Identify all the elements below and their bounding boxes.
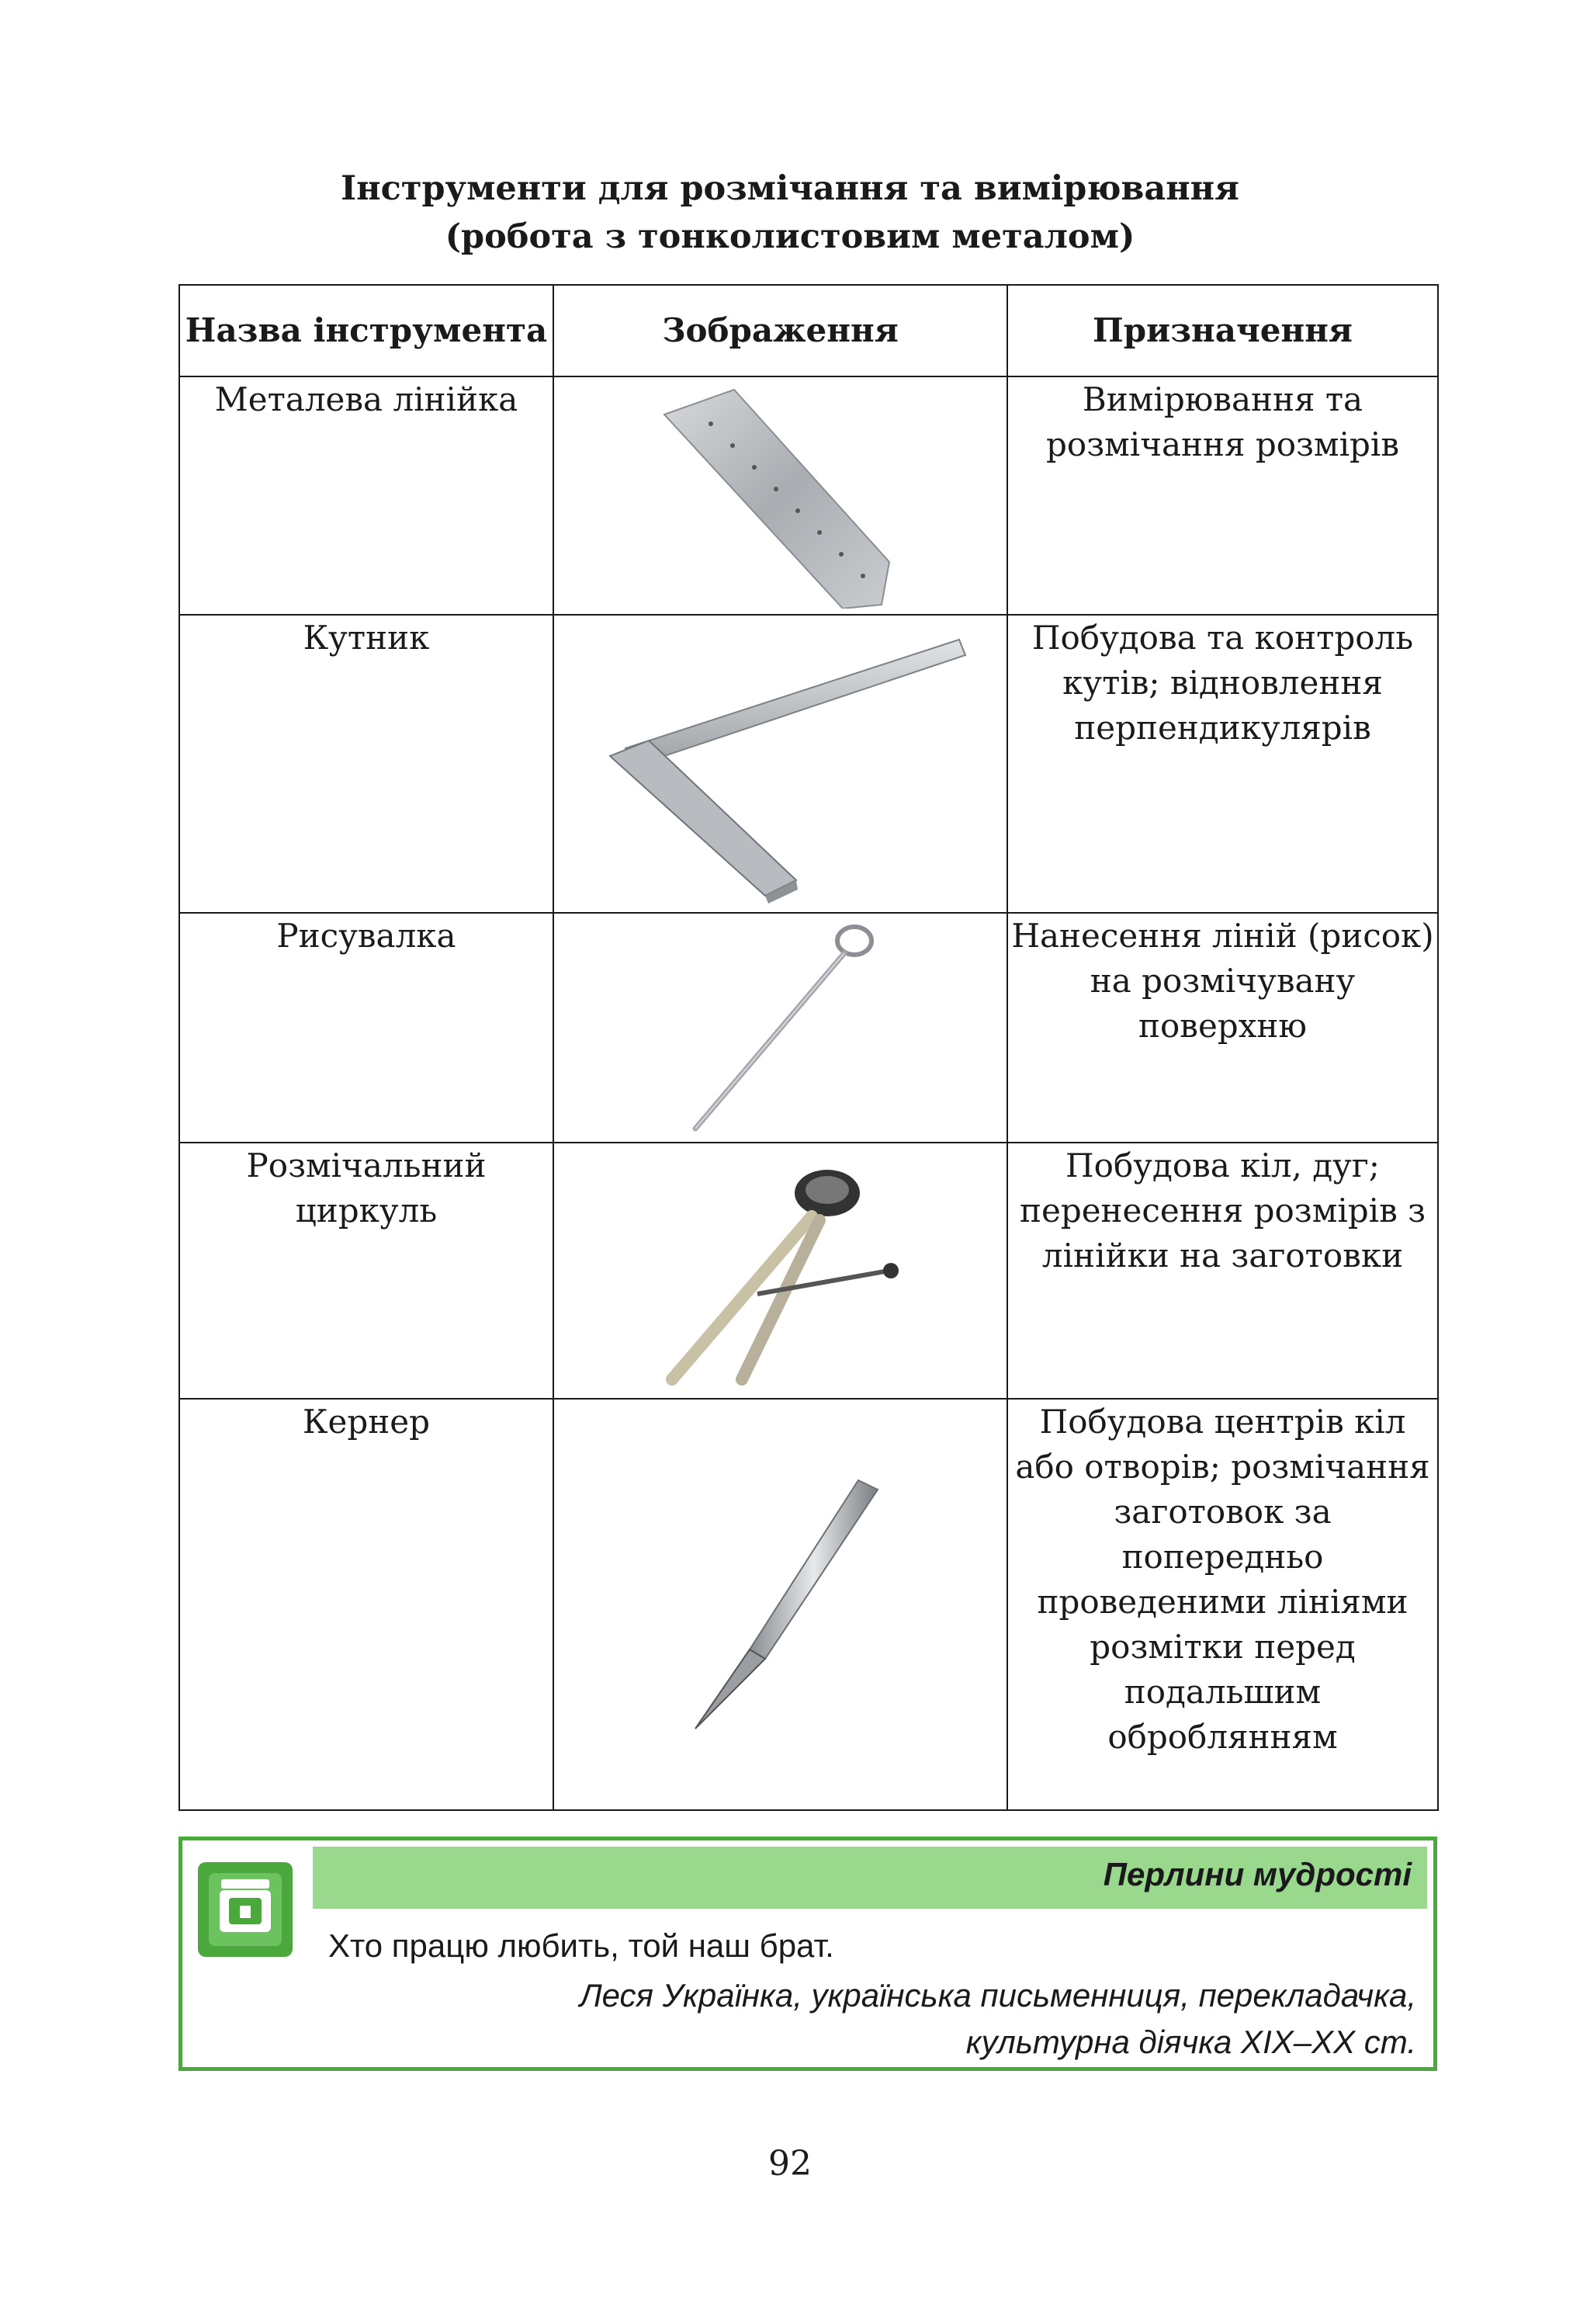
tool-name: Розмічальний циркуль <box>179 1143 553 1399</box>
tool-purpose: Побудова та контроль кутів; відновлення перпендикулярів <box>1007 615 1438 913</box>
wisdom-author: Леся Українка, українська письменниця, перекладачка, культурна діячка XIX–XX ст. <box>579 1977 1416 2060</box>
title-line-2: (робота з тонколистовим металом) <box>445 217 1135 256</box>
marking-compass-image <box>649 1154 913 1387</box>
tools-table <box>178 284 1439 1811</box>
tool-name: Кернер <box>179 1399 553 1810</box>
tool-name: Кутник <box>179 615 553 913</box>
wisdom-heading-bar <box>313 1847 1427 1909</box>
header-name: Назва інструмента <box>179 285 553 376</box>
tool-name: Рисувалка <box>179 913 553 1143</box>
table-header-row <box>179 285 1438 376</box>
try-square-image <box>594 624 967 904</box>
metal-ruler-image <box>649 383 913 609</box>
tool-image-cell <box>553 1399 1007 1810</box>
table-row <box>179 913 1438 1143</box>
header-purpose: Призначення <box>1007 285 1438 376</box>
table-row <box>179 1399 1438 1810</box>
tool-image-cell <box>553 615 1007 913</box>
wisdom-heading: Перлини мудрості <box>1103 1856 1412 1892</box>
tool-image-cell <box>553 913 1007 1143</box>
tool-image-cell <box>553 1143 1007 1399</box>
tool-image-cell <box>553 376 1007 615</box>
table-row <box>179 1143 1438 1399</box>
tool-name: Металева лінійка <box>179 376 553 615</box>
tool-purpose: Побудова центрів кіл або отворів; розмічання заготовок за попередньо проведеними лініями розмітки перед подальшим оброблянням <box>1007 1399 1438 1810</box>
page-title <box>0 165 1580 261</box>
title-line-1: Інструменти для розмічання та вимірювання <box>341 169 1239 208</box>
table-row <box>179 376 1438 615</box>
center-punch-image <box>664 1472 897 1736</box>
wisdom-quote: Хто працю любить, той наш брат. <box>328 1927 834 1964</box>
tool-purpose: Побудова кіл, дуг; перенесення розмірів з лінійки на заготовки <box>1007 1143 1438 1399</box>
page-number: 92 <box>768 2144 812 2184</box>
wisdom-book-icon <box>198 1862 293 1957</box>
wisdom-box <box>178 1837 1437 2071</box>
header-image: Зображення <box>553 285 1007 376</box>
scriber-image <box>664 919 897 1136</box>
tool-purpose: Вимірювання та розмічання розмірів <box>1007 376 1438 615</box>
table-row <box>179 615 1438 913</box>
tool-purpose: Нанесення ліній (рисок) на розмічувану поверхню <box>1007 913 1438 1143</box>
